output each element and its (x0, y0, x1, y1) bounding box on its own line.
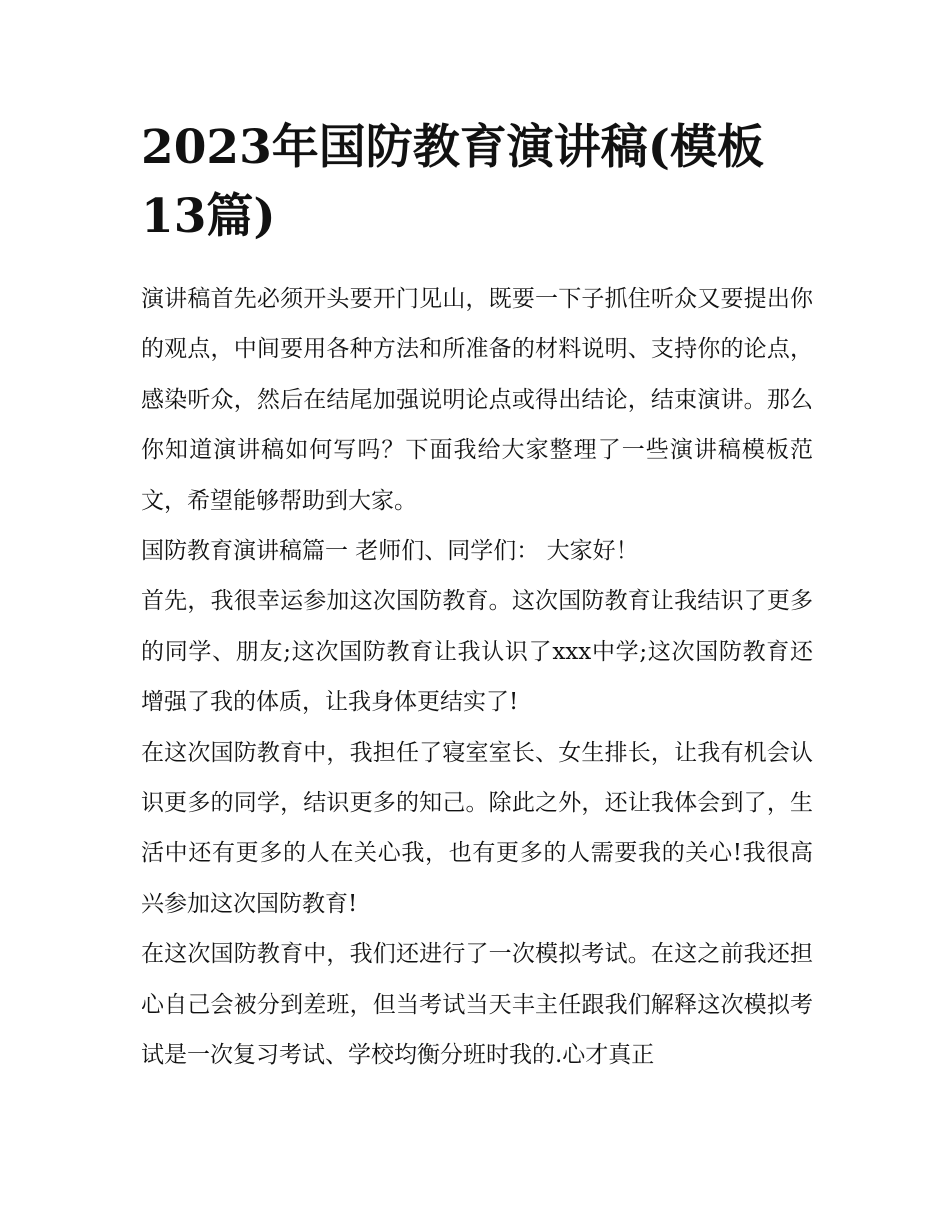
document-title: 2023年国防教育演讲稿(模板13篇) (141, 120, 765, 244)
paragraph-intro: 演讲稿首先必须开头要开门见山，既要一下子抓住听众又要提出你的观点，中间要用各种方法和所准备的材料说明、支持你的论点，感染听众，然后在结尾加强说明论点或得出结论，结束演讲。那么你知道演讲稿如何写吗？下面我给大家整理了一些演讲稿模板范文，希望能够帮助到大家。 (141, 286, 813, 514)
document-page (141, 113, 813, 1081)
paragraph-body-2: 在这次国防教育中，我担任了寝室室长、女生排长，让我有机会认识更多的同学，结识更多的知己。除此之外，还让我体会到了，生活中还有更多的人在关心我，也有更多的人需要我的关心!我很高兴参加这次国防教育! (141, 739, 813, 917)
paragraph-body-1: 首先，我很幸运参加这次国防教育。这次国防教育让我结识了更多的同学、朋友;这次国防教育让我认识了xxx中学;这次国防教育还增强了我的体质，让我身体更结实了! (141, 588, 813, 716)
document-body (141, 274, 813, 1081)
paragraph-body-3: 在这次国防教育中，我们还进行了一次模拟考试。在这之前我还担心自己会被分到差班，但当考试当天丰主任跟我们解释这次模拟考试是一次复习考试、学校均衡分班时我的.心才真正 (141, 941, 813, 1069)
paragraph-speech-heading: 国防教育演讲稿篇一 老师们、同学们： 大家好！ (141, 538, 639, 565)
